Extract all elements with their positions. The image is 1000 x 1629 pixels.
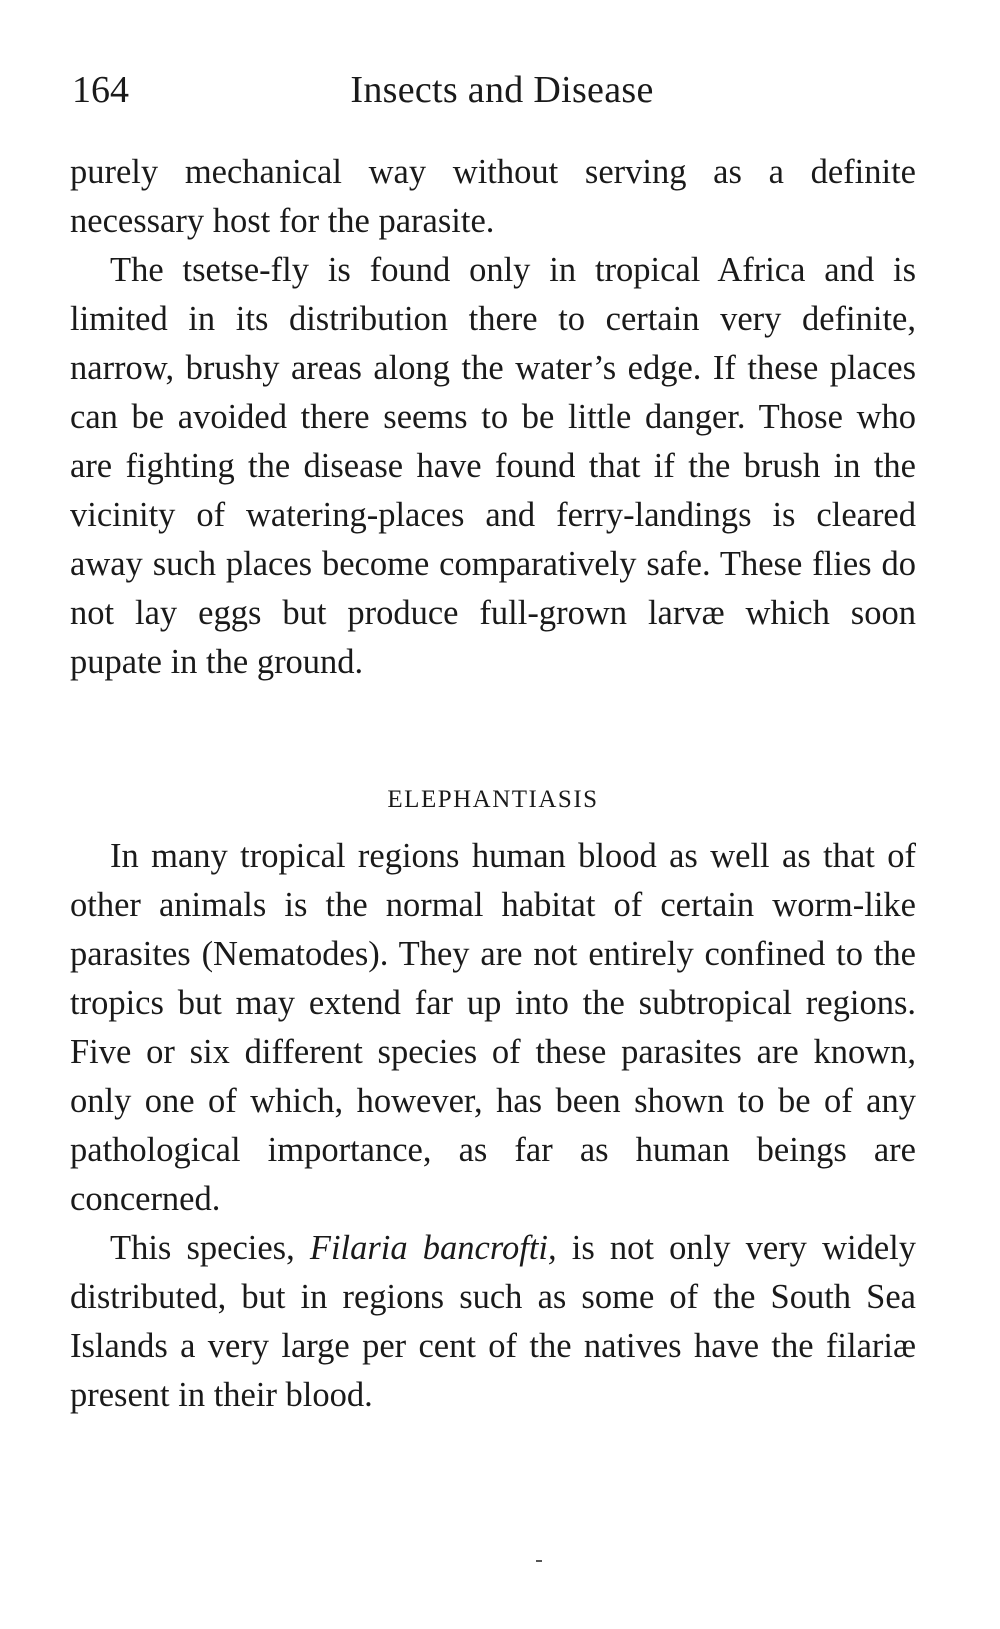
paragraph-tsetse-fly: The tsetse-fly is found only in tropical Africa and is limited in its distribution there to certain very definite, narrow, brushy areas along the water’s edge. If these places can be avoided there seems to be little danger. Those who are fighting the disease have found that if the brush in the vicinity of watering-places and ferry-landings is cleared away such places become comparatively safe. These flies do not lay eggs but produce full-grown larvæ which soon pupate in the ground.: [70, 251, 916, 681]
paragraph-continuation: purely mechanical way without serving as a definite necessary host for the parasite.: [70, 153, 916, 240]
text-block-top: [70, 148, 916, 687]
print-mark: [536, 1560, 542, 1562]
page-header: [72, 60, 932, 120]
paragraph-nematodes: In many tropical regions human blood as well as that of other animals is the normal habitat of certain worm-like parasites (Nematodes). They are not entirely confined to the tropics but may extend far up into the subtropical regions. Five or six different species of these parasites are known, only one of which, however, has been shown to be of any pathological importance, as far as human beings are concerned.: [70, 837, 916, 1218]
page-number: 164: [72, 69, 129, 111]
section-heading: ELEPHANTIASIS: [387, 786, 599, 813]
filaria-rest-text: is not only very widely distributed, but in regions such as some of the South Sea Islands a very large per cent of the natives have the filariæ present in their blood.: [70, 1229, 916, 1414]
text-block-bottom: [70, 832, 916, 1420]
filaria-intro-text: This species,: [110, 1229, 310, 1267]
running-title: Insects and Disease: [350, 69, 654, 111]
species-name: Filaria bancrofti,: [309, 1229, 557, 1267]
paragraph-filaria: [70, 1224, 916, 1420]
